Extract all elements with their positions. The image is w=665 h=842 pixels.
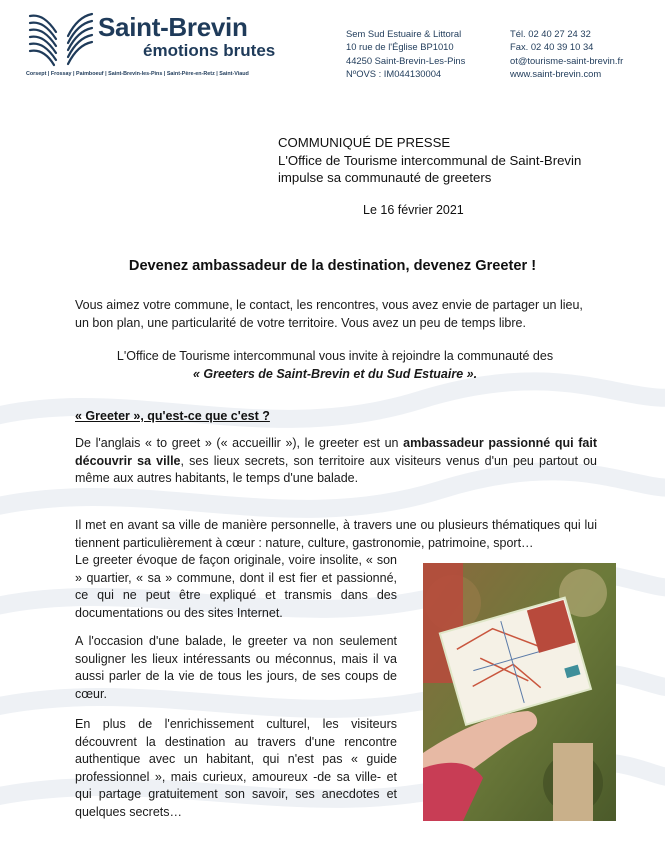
brand-logo-icon (26, 10, 96, 68)
definition-paragraph (75, 435, 597, 488)
address-line: 10 rue de l'Église BP1010 (346, 41, 454, 53)
body-paragraph: Le greeter évoque de façon originale, voire insolite, « son » quartier, « sa » commune, dont il est fier et passionné, ce qui ne peut être expliqué et transmis dans des documentations ou des sites Internet. (75, 553, 397, 620)
address-line: Sem Sud Estuaire & Littoral (346, 28, 462, 39)
themes-paragraph: Il met en avant sa ville de manière personnelle, à travers une ou plusieurs thématiques qui lui tiennent particulièrement à cœur : nature, culture, gastronomie, patrimoine, sport… (75, 518, 597, 550)
press-label: COMMUNIQUÉ DE PRESSE (278, 135, 451, 150)
section-title: « Greeter », qu'est-ce que c'est ? (75, 409, 270, 423)
address-line: 44250 Saint-Brevin-Les-Pins (346, 54, 466, 66)
invite-paragraph (75, 348, 595, 383)
definition-emphasis: ambassadeur passionné qui fait découvrir sa ville (75, 436, 597, 468)
intro-paragraph: Vous aimez votre commune, le contact, les rencontres, vous avez envie de partager un lieu, un bon plan, une particularité de votre territoire. Vous avez un peu de temps libre. (75, 298, 583, 330)
body-paragraph: En plus de l'enrichissement culturel, les visiteurs découvrent la destination au travers d'une rencontre authentique avec un habitant, qui n'est pas « guide professionnel », mais curieux, amoureux -de sa ville- et qui partage gratuitement son savoir, ses anecdotes et quelques secrets… (75, 717, 397, 819)
fax: Fax. 02 40 39 10 34 (510, 41, 594, 53)
email-link[interactable]: ot@tourisme-saint-brevin.fr (510, 54, 624, 66)
brand-tagline: émotions brutes (143, 41, 276, 60)
address-line: NºOVS : IM044130004 (346, 67, 442, 79)
website-link[interactable]: www.saint-brevin.com (510, 67, 602, 79)
press-title-line: L'Office de Tourisme intercommunal de Saint-Brevin (278, 152, 582, 168)
invite-highlight: « Greeters de Saint-Brevin et du Sud Estuaire ». (192, 366, 478, 381)
press-title-line: impulse sa communauté de greeters (278, 170, 492, 185)
definition-part: De l'anglais « to greet » (« accueillir »), le greeter est un (75, 436, 404, 450)
office-address (346, 27, 465, 80)
office-contact (510, 27, 623, 80)
press-header (278, 134, 581, 187)
body-paragraph: A l'occasion d'une balade, le greeter va non seulement souligner les lieux intéressants ou méconnus, mais il va aussi parler de la vie de tous les jours, de ses coups de cœur. (75, 634, 397, 701)
invite-text: L'Office de Tourisme intercommunal vous invite à rejoindre la communauté des (116, 349, 554, 363)
communes-list: Corsept | Frossay | Paimboeuf | Saint-Brevin-les-Pins | Saint-Père-en-Retz | Saint-Viaud (26, 71, 249, 77)
phone: Tél. 02 40 27 24 32 (510, 28, 591, 39)
definition-part: , ses lieux secrets, son territoire aux visiteurs venus d'un peu partout ou même aux autres habitants, le temps d'une balade. (75, 453, 597, 485)
greeter-map-photo (423, 563, 616, 821)
press-date: Le 16 février 2021 (363, 203, 464, 217)
brand-name: Saint-Brevin (98, 12, 248, 42)
headline: Devenez ambassadeur de la destination, devenez Greeter ! (128, 258, 537, 274)
